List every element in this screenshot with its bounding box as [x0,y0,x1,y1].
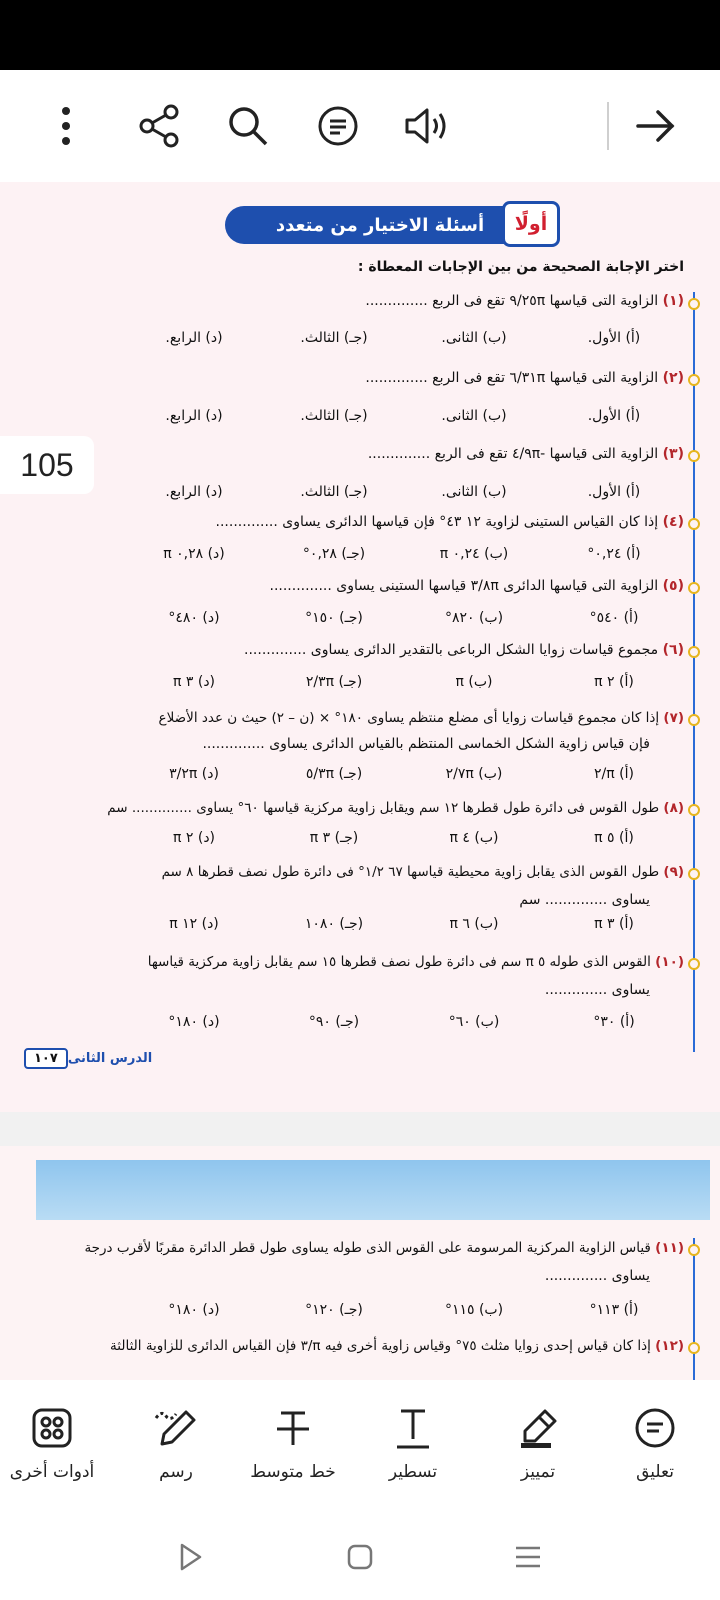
page-banner [36,1160,710,1220]
options-11: (أ) ١١٣° (ب) ١١٥° (جـ) ١٢٠° (د) ١٨٠° [168,1302,639,1318]
question-7: (٧) إذا كان مجموع قياسات زوايا أى مضلع منتظم يساوى ١٨٠° × (ن – ٢) حيث ن عدد الأضلاع [158,710,684,726]
speaker-icon[interactable] [400,100,452,152]
question-2: (٢) الزاوية التى قياسها ٣١π/٦ تقع فى الربع .............. [365,370,684,386]
status-bar [0,0,720,70]
nav-recents-icon[interactable] [498,1537,558,1577]
question-marker [688,804,700,816]
question-1: (١) الزاوية التى قياسها ٢٥π/٩ تقع فى الربع .............. [365,293,684,309]
forward-arrow-icon[interactable] [630,100,682,152]
question-marker [688,450,700,462]
question-guide-line [693,1238,695,1380]
tool-label: أدوات أخرى [9,1462,95,1482]
section-tag: أولًا [502,201,560,247]
search-icon[interactable] [222,100,274,152]
question-9: (٩) طول القوس الذى يقابل زاوية محيطية قياسها ٦٧ ١/٢° فى دائرة طول نصف قطرها ٨ سم [161,864,684,880]
question-4: (٤) إذا كان القياس الستينى لزاوية ١٢ ٤٣° فإن قياسها الدائرى يساوى .............. [215,514,684,530]
page-number-badge: 105 [0,436,94,494]
system-nav-bar [0,1515,720,1600]
question-5: (٥) الزاوية التى قياسها الدائرى ٨π/٣ قياسها الستينى يساوى .............. [269,578,684,594]
options-4: (أ) ٠,٢٤° (ب) ٠,٢٤ π (جـ) ٠,٢٨° (د) ٠,٢٨ π [163,546,641,562]
page-footer-number: ١٠٧ [24,1048,68,1069]
question-11: (١١) قياس الزاوية المركزية المرسومة على القوس الذى طوله يساوى طول قطر الدائرة مقربًا لأقرب درجة [84,1240,684,1256]
options-5: (أ) ٥٤٠° (ب) ٨٢٠° (جـ) ١٥٠° (د) ٤٨٠° [168,610,639,626]
comment-icon [605,1400,705,1456]
question-12: (١٢) إذا كان قياس إحدى زوايا مثلث ٧٥° وقياس زاوية أخرى فيه π/٣ فإن القياس الدائرى للزاوية الثالثة [110,1338,684,1354]
question-marker [688,714,700,726]
pen-draw-icon [126,1400,226,1456]
question-7-line-2: فإن قياس زاوية الشكل الخماسى المنتظم بالقياس الدائرى يساوى .............. [202,736,650,752]
annotation-toolbar [0,1380,720,1515]
question-marker [688,582,700,594]
book-page-next [0,1146,720,1380]
page-footer [18,1048,152,1069]
question-10-line-2: يساوى .............. [544,982,650,998]
highlighter-icon [488,1400,588,1456]
top-toolbar [0,70,720,182]
question-marker [688,518,700,530]
question-marker [688,868,700,880]
tool-draw[interactable] [126,1400,226,1482]
instruction-text: اختر الإجابة الصحيحة من بين الإجابات المعطاة : [357,259,684,275]
tool-underline[interactable] [363,1400,463,1482]
options-6: (أ) ٢ π (ب) π (جـ) ٣π/٢ (د) ٣ π [172,674,634,690]
tool-strikethrough[interactable] [243,1400,343,1482]
tool-label: تمييز [520,1462,556,1482]
options-9: (أ) ٣ π (ب) ٦ π (جـ) ١٠٨٠ (د) ١٢ π [169,916,634,932]
question-9-line-2: يساوى .............. سم [519,892,650,908]
tool-more[interactable] [2,1400,102,1482]
share-icon[interactable] [134,100,186,152]
question-guide-line [693,292,695,1052]
options-1: (أ) الأول. (ب) الثانى. (جـ) الثالث. (د) الرابع. [165,330,641,346]
comment-icon[interactable] [312,100,364,152]
options-10: (أ) ٣٠° (ب) ٦٠° (جـ) ٩٠° (د) ١٨٠° [168,1014,635,1030]
tool-label: تسطير [388,1462,438,1482]
more-tools-icon [2,1400,102,1456]
options-7: (أ) π/٢ (ب) ٧π/٢ (جـ) ٣π/٥ (د) ٢π/٣ [169,766,634,782]
book-page-107 [0,182,720,1112]
question-marker [688,374,700,386]
more-vertical-icon[interactable] [40,100,92,152]
question-marker [688,646,700,658]
question-marker [688,298,700,310]
tool-comment[interactable] [605,1400,705,1482]
question-marker [688,958,700,970]
tool-highlight[interactable] [488,1400,588,1482]
underline-icon [363,1400,463,1456]
options-2: (أ) الأول. (ب) الثانى. (جـ) الثالث. (د) الرابع. [165,408,641,424]
options-8: (أ) ٥ π (ب) ٤ π (جـ) ٣ π (د) ٢ π [172,830,634,846]
nav-home-icon[interactable] [330,1537,390,1577]
options-3: (أ) الأول. (ب) الثانى. (جـ) الثالث. (د) الرابع. [165,484,641,500]
document-viewer[interactable] [0,182,720,1380]
nav-back-icon[interactable] [160,1537,220,1577]
question-marker [688,1342,700,1354]
lesson-label: الدرس الثانى [67,1051,153,1066]
tool-label: خط متوسط [250,1462,336,1482]
tool-label: تعليق [636,1462,674,1482]
toolbar-divider [607,102,609,150]
section-title: أسئلة الاختيار من متعدد [225,206,535,244]
question-6: (٦) مجموع قياسات زوايا الشكل الرباعى بالتقدير الدائرى يساوى .............. [244,642,684,658]
question-10: (١٠) القوس الذى طوله ٥ π سم فى دائرة طول نصف قطرها ١٥ سم يقابل زاوية مركزية قياسها [147,954,684,970]
question-marker [688,1244,700,1256]
question-8: (٨) طول القوس فى دائرة طول قطرها ١٢ سم ويقابل زاوية مركزية قياسها ٦٠° يساوى .............. سم [107,800,684,816]
tool-label: رسم [159,1462,193,1482]
question-3: (٣) الزاوية التى قياسها -٩π/٤ تقع فى الربع .............. [367,446,684,462]
strikethrough-icon [243,1400,343,1456]
question-11-line-2: يساوى .............. [544,1268,650,1284]
